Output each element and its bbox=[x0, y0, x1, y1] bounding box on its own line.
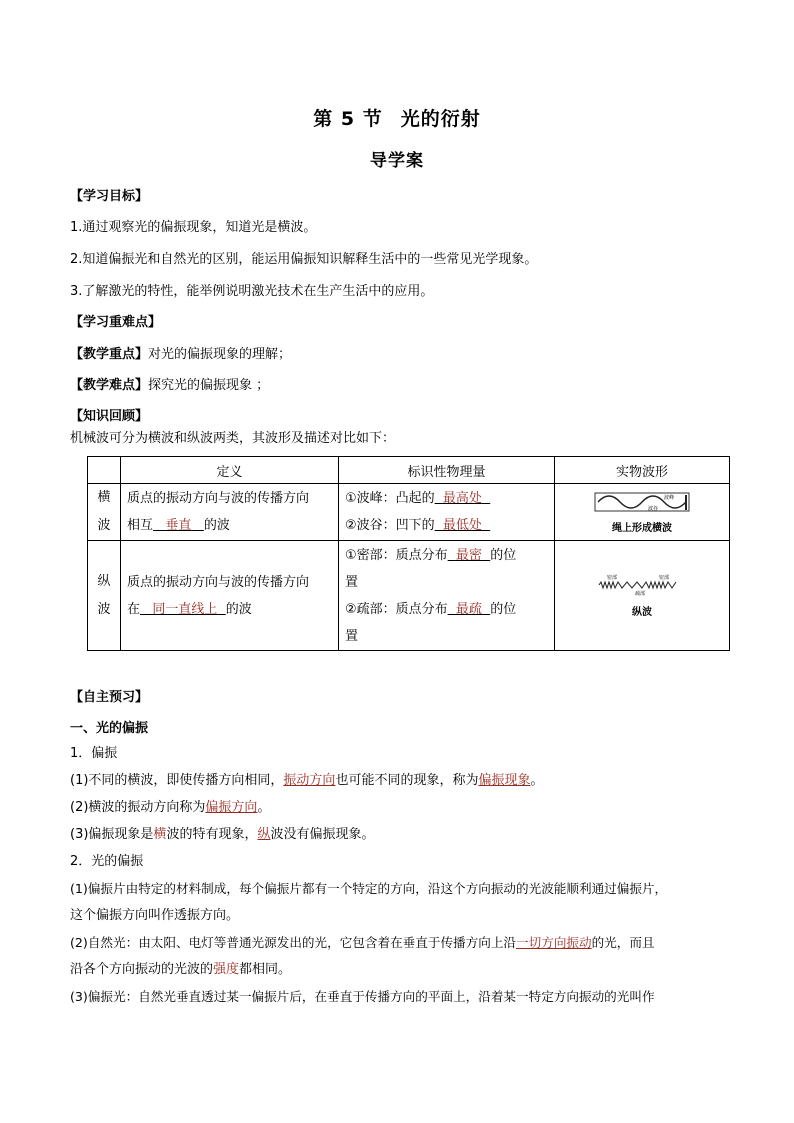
text: 波的特有现象， bbox=[166, 827, 258, 842]
row-label-char: 波 bbox=[97, 518, 111, 533]
transverse-figure bbox=[555, 484, 730, 541]
preview-heading: 【自主预习】 bbox=[70, 690, 149, 705]
text: 的光，而且 bbox=[591, 935, 655, 950]
key-term: 横 bbox=[153, 827, 167, 842]
text: (2)横波的振动方向称为 bbox=[70, 800, 206, 815]
trough-label: 波谷 bbox=[648, 505, 659, 512]
longitudinal-wave-illustration bbox=[597, 573, 687, 597]
text: 相互 bbox=[127, 518, 154, 533]
teaching-difficulty-label: 【教学难点】 bbox=[70, 378, 149, 393]
quantity-line bbox=[345, 542, 548, 569]
text: (3)偏振现象是 bbox=[70, 827, 154, 842]
text: 在 bbox=[127, 601, 141, 617]
table-header-row bbox=[88, 457, 730, 484]
key-term: 纵 bbox=[257, 827, 271, 842]
table-row bbox=[88, 541, 730, 651]
objective-item: 3.了解激光的特性，能举例说明激光技术在生产生活中的应用。 bbox=[70, 284, 434, 299]
quantity-line bbox=[345, 596, 548, 623]
key-term: 偏振现象 bbox=[478, 773, 531, 788]
text: 。 bbox=[257, 800, 271, 815]
key-term: 偏振方向 bbox=[205, 800, 258, 815]
transverse-quantities bbox=[339, 484, 555, 541]
teaching-focus-text: 对光的偏振现象的理解； bbox=[148, 347, 292, 362]
def-line: 质点的振动方向与波的传播方向 bbox=[127, 491, 310, 506]
dense-label: 密部 bbox=[607, 575, 618, 581]
paragraph bbox=[70, 826, 374, 844]
keypoints-heading: 【学习重难点】 bbox=[70, 315, 162, 330]
teaching-focus-label: 【教学重点】 bbox=[70, 347, 149, 362]
lesson-title: 光的衍射 bbox=[400, 108, 481, 130]
blank-answer: 同一直线上 bbox=[152, 601, 218, 617]
teaching-difficulty bbox=[70, 377, 269, 395]
quantity-line: 置 bbox=[345, 628, 359, 644]
page-subtitle: 导学案 bbox=[370, 151, 424, 171]
key-term: 强度 bbox=[213, 962, 240, 977]
text: ②疏部：质点分布 bbox=[345, 601, 448, 617]
text: 的波 bbox=[203, 518, 230, 533]
objective-item: 1.通过观察光的偏振现象，知道光是横波。 bbox=[70, 220, 317, 235]
table-header-blank bbox=[88, 457, 121, 484]
text: (1)不同的横波，即使传播方向相同， bbox=[70, 773, 284, 788]
paragraph bbox=[70, 772, 543, 790]
dense-label: 密部 bbox=[659, 575, 670, 581]
text: 的位 bbox=[490, 601, 517, 617]
paragraph: 这个偏振方向叫作透振方向。 bbox=[70, 908, 240, 923]
section-number: 第 5 节 bbox=[313, 108, 383, 130]
section-heading: 一、光的偏振 bbox=[70, 721, 149, 736]
objectives-heading: 【学习目标】 bbox=[70, 189, 149, 204]
blank-answer: 最密 bbox=[455, 547, 482, 563]
review-intro: 机械波可分为横波和纵波两类，其波形及描述对比如下： bbox=[70, 431, 396, 446]
longitudinal-figure bbox=[555, 541, 730, 651]
text: 的波 bbox=[225, 601, 252, 617]
subsection-heading: 1．偏振 bbox=[70, 746, 118, 761]
table-header: 定义 bbox=[121, 457, 339, 484]
longitudinal-quantities bbox=[339, 541, 555, 651]
sparse-label: 疏部 bbox=[635, 591, 646, 597]
text: 波没有偏振现象。 bbox=[270, 827, 375, 842]
text: ①密部：质点分布 bbox=[345, 547, 448, 563]
def-line: 质点的振动方向与波的传播方向 bbox=[127, 574, 310, 590]
fill-blank bbox=[140, 602, 226, 617]
spring-coil bbox=[599, 582, 676, 588]
paragraph bbox=[70, 799, 270, 817]
page-title bbox=[0, 104, 794, 131]
blank-answer: 最高处 bbox=[442, 491, 482, 506]
figure-caption: 纵波 bbox=[632, 607, 652, 618]
transverse-definition bbox=[121, 484, 339, 541]
fill-blank bbox=[435, 518, 491, 533]
row-label-char: 波 bbox=[97, 601, 111, 617]
table-row bbox=[88, 484, 730, 541]
quantity-line: 置 bbox=[345, 574, 359, 590]
text: 也可能不同的现象，称为 bbox=[335, 773, 479, 788]
table-header: 实物波形 bbox=[555, 457, 730, 484]
row-label-transverse bbox=[88, 484, 121, 541]
paragraph: (1)偏振片由特定的材料制成，每个偏振片都有一个特定的方向，沿这个方向振动的光波能顺利通过偏振片， bbox=[70, 881, 668, 896]
row-label-char: 纵 bbox=[97, 573, 111, 589]
row-label-char: 横 bbox=[97, 490, 111, 505]
quantity-line bbox=[345, 485, 548, 512]
def-line bbox=[127, 512, 332, 539]
blank-answer: 垂直 bbox=[165, 518, 192, 533]
key-term: 一切方向振动 bbox=[516, 935, 592, 950]
subsection-heading: 2．光的偏振 bbox=[70, 854, 144, 869]
teaching-focus bbox=[70, 346, 291, 364]
figure-caption: 绳上形成横波 bbox=[612, 522, 672, 534]
text: 沿各个方向振动的光波的 bbox=[70, 962, 214, 977]
paragraph bbox=[70, 961, 291, 979]
text: ①波峰：凸起的 bbox=[345, 491, 435, 506]
blank-answer: 最低处 bbox=[442, 518, 482, 533]
def-line bbox=[127, 596, 332, 623]
paragraph: (3)偏振光：自然光垂直透过某一偏振片后，在垂直于传播方向的平面上，沿着某一特定方向振动的光叫作 bbox=[70, 989, 655, 1004]
crest-label: 波峰 bbox=[664, 494, 675, 501]
longitudinal-definition bbox=[121, 541, 339, 651]
text: (2)自然光：由太阳、电灯等普通光源发出的光，它包含着在垂直于传播方向上沿 bbox=[70, 935, 517, 950]
key-term: 振动方向 bbox=[283, 773, 336, 788]
wave-comparison-table bbox=[87, 456, 730, 651]
teaching-difficulty-text: 探究光的偏振现象 ； bbox=[148, 378, 270, 393]
text: 。 bbox=[530, 773, 544, 788]
blank-answer: 最疏 bbox=[455, 601, 482, 617]
objective-item: 2.知道偏振光和自然光的区别，能运用偏振知识解释生活中的一些常见光学现象。 bbox=[70, 252, 538, 267]
paragraph bbox=[70, 934, 655, 952]
row-label-longitudinal bbox=[88, 541, 121, 651]
text: 都相同。 bbox=[239, 962, 292, 977]
fill-blank bbox=[153, 518, 204, 533]
table-header: 标识性物理量 bbox=[339, 457, 555, 484]
fill-blank bbox=[448, 548, 491, 563]
transverse-wave-illustration bbox=[594, 491, 690, 513]
text: 的位 bbox=[490, 547, 517, 563]
fill-blank bbox=[435, 491, 491, 506]
text: ②波谷：凹下的 bbox=[345, 518, 435, 533]
quantity-line bbox=[345, 512, 548, 539]
review-heading: 【知识回顾】 bbox=[70, 409, 149, 424]
fill-blank bbox=[448, 602, 491, 617]
